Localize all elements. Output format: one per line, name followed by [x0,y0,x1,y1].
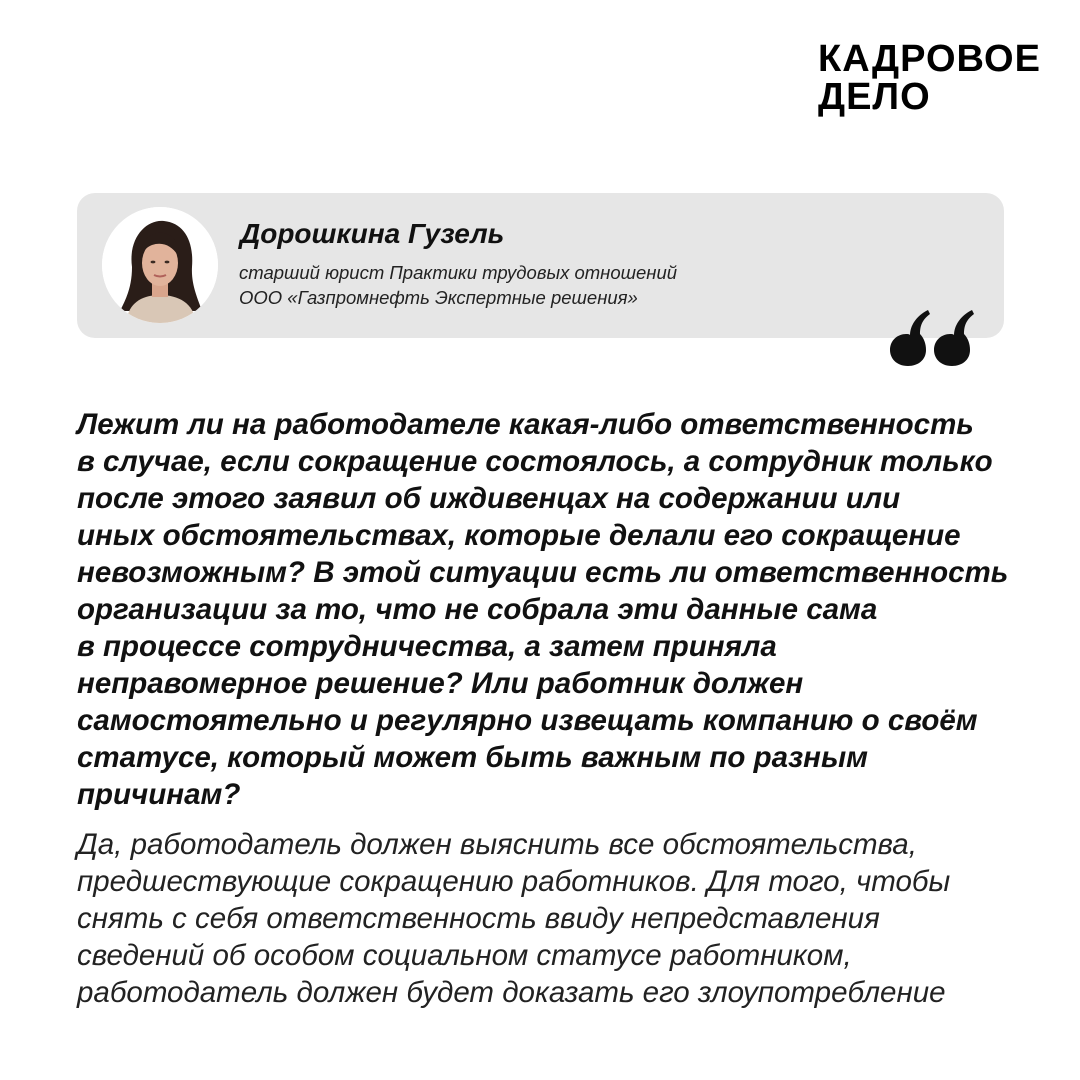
opening-quote-icon [886,300,976,380]
logo-line-2: ДЕЛО [818,76,931,118]
question-text [77,406,1037,813]
author-role-line: старший юрист Практики трудовых отношений [239,262,678,283]
answer-line: снять с себя ответственность ввиду непредставления [77,902,880,935]
avatar [102,207,218,323]
question-line: самостоятельно и регулярно извещать компанию о своём [77,704,978,737]
portrait-photo-icon [102,207,218,323]
question-line: иных обстоятельствах, которые делали его сокращение [77,519,961,552]
question-line: статусе, который может быть важным по разным [77,741,868,774]
answer-line: предшествующие сокращению работников. Для того, чтобы [77,865,951,898]
question-line: причинам? [77,778,241,811]
question-line: организации за то, что не собрала эти данные сама [77,593,878,626]
logo-line-1: КАДРОВОЕ [818,38,1041,80]
author-role [239,260,677,310]
author-name: Дорошкина Гузель [240,218,505,249]
answer-line: Да, работодатель должен выяснить все обстоятельства, [77,828,917,861]
question-line: неправомерное решение? Или работник должен [77,667,804,700]
question-line: в случае, если сокращение состоялось, а сотрудник только [77,445,993,478]
question-line: в процессе сотрудничества, а затем приняла [77,630,777,663]
author-company-line: ООО «Газпромнефть Экспертные решения» [239,287,638,308]
question-line: после этого заявил об иждивенцах на содержании или [77,482,901,515]
question-line: Лежит ли на работодателе какая-либо ответственность [77,408,974,441]
answer-text [77,826,1037,1011]
answer-line: работодатель должен будет доказать его злоупотребление [77,976,946,1009]
answer-line: сведений об особом социальном статусе работником, [77,939,852,972]
author-card [77,193,1004,338]
question-line: невозможным? В этой ситуации есть ли ответственность [77,556,1009,589]
brand-logo [818,40,1058,116]
